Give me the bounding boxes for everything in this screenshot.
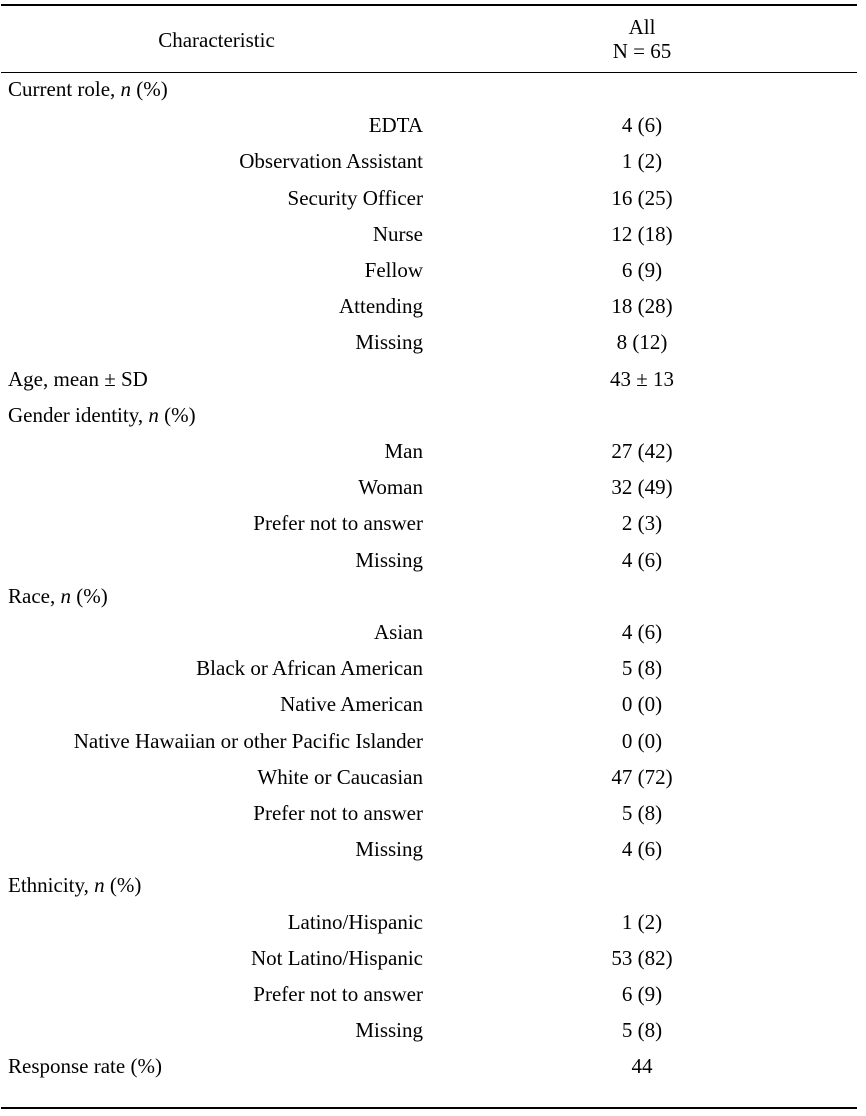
section-row	[0, 1049, 866, 1083]
section-label	[8, 362, 148, 396]
table-row	[0, 289, 866, 323]
row-value: 1 (2)	[621, 149, 663, 173]
section-label	[8, 398, 196, 432]
label-text: Native American	[280, 692, 423, 716]
label-italic-n: n	[148, 403, 159, 427]
label-text: Missing	[355, 1018, 423, 1042]
row-label	[355, 325, 423, 359]
row-label	[385, 434, 424, 468]
header-all-n: N = 65	[612, 39, 672, 63]
table-row	[0, 977, 866, 1011]
row-value: 47 (72)	[611, 765, 673, 789]
row-label	[358, 470, 423, 504]
row-value: 5 (8)	[621, 801, 663, 825]
table-row	[0, 144, 866, 178]
section-label	[8, 579, 108, 613]
row-label	[257, 760, 423, 794]
row-value: 6 (9)	[621, 982, 663, 1006]
row-label	[253, 796, 423, 830]
row-value: 4 (6)	[621, 113, 663, 137]
row-label	[355, 832, 423, 866]
section-label	[8, 1049, 162, 1083]
label-text: Prefer not to answer	[253, 801, 423, 825]
table-bottom-rule	[1, 1107, 857, 1109]
table-row	[0, 724, 866, 758]
section-row	[0, 398, 866, 432]
label-text: Race,	[8, 584, 61, 608]
label-text: Not Latino/Hispanic	[250, 946, 423, 970]
table-row	[0, 434, 866, 468]
label-suffix: (%)	[104, 873, 142, 897]
row-value: 8 (12)	[616, 330, 668, 354]
section-label	[8, 868, 141, 902]
label-text: Age, mean ± SD	[8, 367, 148, 391]
label-text: Missing	[355, 330, 423, 354]
table-row	[0, 905, 866, 939]
row-label	[288, 905, 423, 939]
section-row	[0, 868, 866, 902]
row-value: 1 (2)	[621, 910, 663, 934]
label-text: Native Hawaiian or other Pacific Islander	[73, 729, 423, 753]
row-label	[280, 687, 423, 721]
section-row	[0, 579, 866, 613]
header-all-label: All	[628, 15, 656, 39]
label-text: Fellow	[364, 258, 423, 282]
label-italic-n: n	[94, 873, 105, 897]
label-text: Nurse	[372, 222, 423, 246]
label-text: Prefer not to answer	[253, 511, 423, 535]
label-text: Woman	[358, 475, 423, 499]
label-italic-n: n	[120, 77, 132, 101]
row-value: 16 (25)	[611, 186, 673, 210]
label-text: Man	[384, 439, 423, 463]
label-text: Attending	[339, 294, 423, 318]
label-text: Gender identity,	[8, 403, 149, 427]
row-label	[239, 144, 423, 178]
section-row	[0, 72, 866, 106]
table-row	[0, 470, 866, 504]
row-value: 4 (6)	[621, 837, 663, 861]
row-value: 2 (3)	[621, 511, 663, 535]
row-label	[369, 108, 423, 142]
row-label	[74, 724, 423, 758]
label-text: Missing	[355, 837, 423, 861]
table-row	[0, 217, 866, 251]
section-row	[0, 362, 866, 396]
label-text: EDTA	[368, 113, 423, 137]
label-text: Latino/Hispanic	[287, 910, 423, 934]
row-label	[253, 977, 423, 1011]
row-label	[253, 506, 423, 540]
table-row	[0, 506, 866, 540]
row-value: 4 (6)	[621, 620, 663, 644]
table-row	[0, 108, 866, 142]
table-row	[0, 253, 866, 287]
table-row	[0, 687, 866, 721]
label-text: Asian	[374, 620, 423, 644]
label-suffix: (%)	[70, 584, 108, 608]
label-text: Current role,	[8, 77, 121, 101]
table-row	[0, 760, 866, 794]
header-characteristic: Characteristic	[158, 28, 275, 52]
row-label	[365, 253, 423, 287]
table-row	[0, 651, 866, 685]
row-value: 12 (18)	[611, 222, 673, 246]
table-row	[0, 1013, 866, 1047]
label-text: White or Caucasian	[257, 765, 423, 789]
row-label	[251, 941, 423, 975]
label-suffix: (%)	[131, 77, 168, 101]
label-text: Observation Assistant	[239, 149, 423, 173]
row-label	[355, 1013, 423, 1047]
label-italic-n: n	[60, 584, 71, 608]
row-value: 27 (42)	[611, 439, 673, 463]
label-suffix: (%)	[158, 403, 196, 427]
row-value: 43 ± 13	[609, 367, 675, 391]
row-value: 6 (9)	[621, 258, 663, 282]
row-value: 32 (49)	[611, 475, 673, 499]
table-row	[0, 796, 866, 830]
row-label	[374, 615, 423, 649]
label-text: Ethnicity,	[8, 873, 95, 897]
row-value: 0 (0)	[621, 729, 663, 753]
label-text: Prefer not to answer	[253, 982, 423, 1006]
label-text: Security Officer	[287, 186, 423, 210]
table-row	[0, 941, 866, 975]
table-row	[0, 325, 866, 359]
label-text: Black or African American	[196, 656, 423, 680]
row-label	[196, 651, 423, 685]
row-label	[355, 543, 423, 577]
table-row	[0, 543, 866, 577]
table-row	[0, 615, 866, 649]
row-label	[373, 217, 423, 251]
row-value: 44	[631, 1054, 653, 1078]
row-label	[339, 289, 423, 323]
table-row	[0, 832, 866, 866]
row-value: 4 (6)	[621, 548, 663, 572]
label-text: Response rate (%)	[8, 1054, 162, 1078]
section-label	[8, 72, 168, 106]
label-text: Missing	[355, 548, 423, 572]
row-label	[288, 181, 423, 215]
row-value: 53 (82)	[611, 946, 673, 970]
table-row	[0, 181, 866, 215]
row-value: 18 (28)	[611, 294, 673, 318]
row-value: 5 (8)	[621, 656, 663, 680]
row-value: 0 (0)	[621, 692, 663, 716]
row-value: 5 (8)	[621, 1018, 663, 1042]
